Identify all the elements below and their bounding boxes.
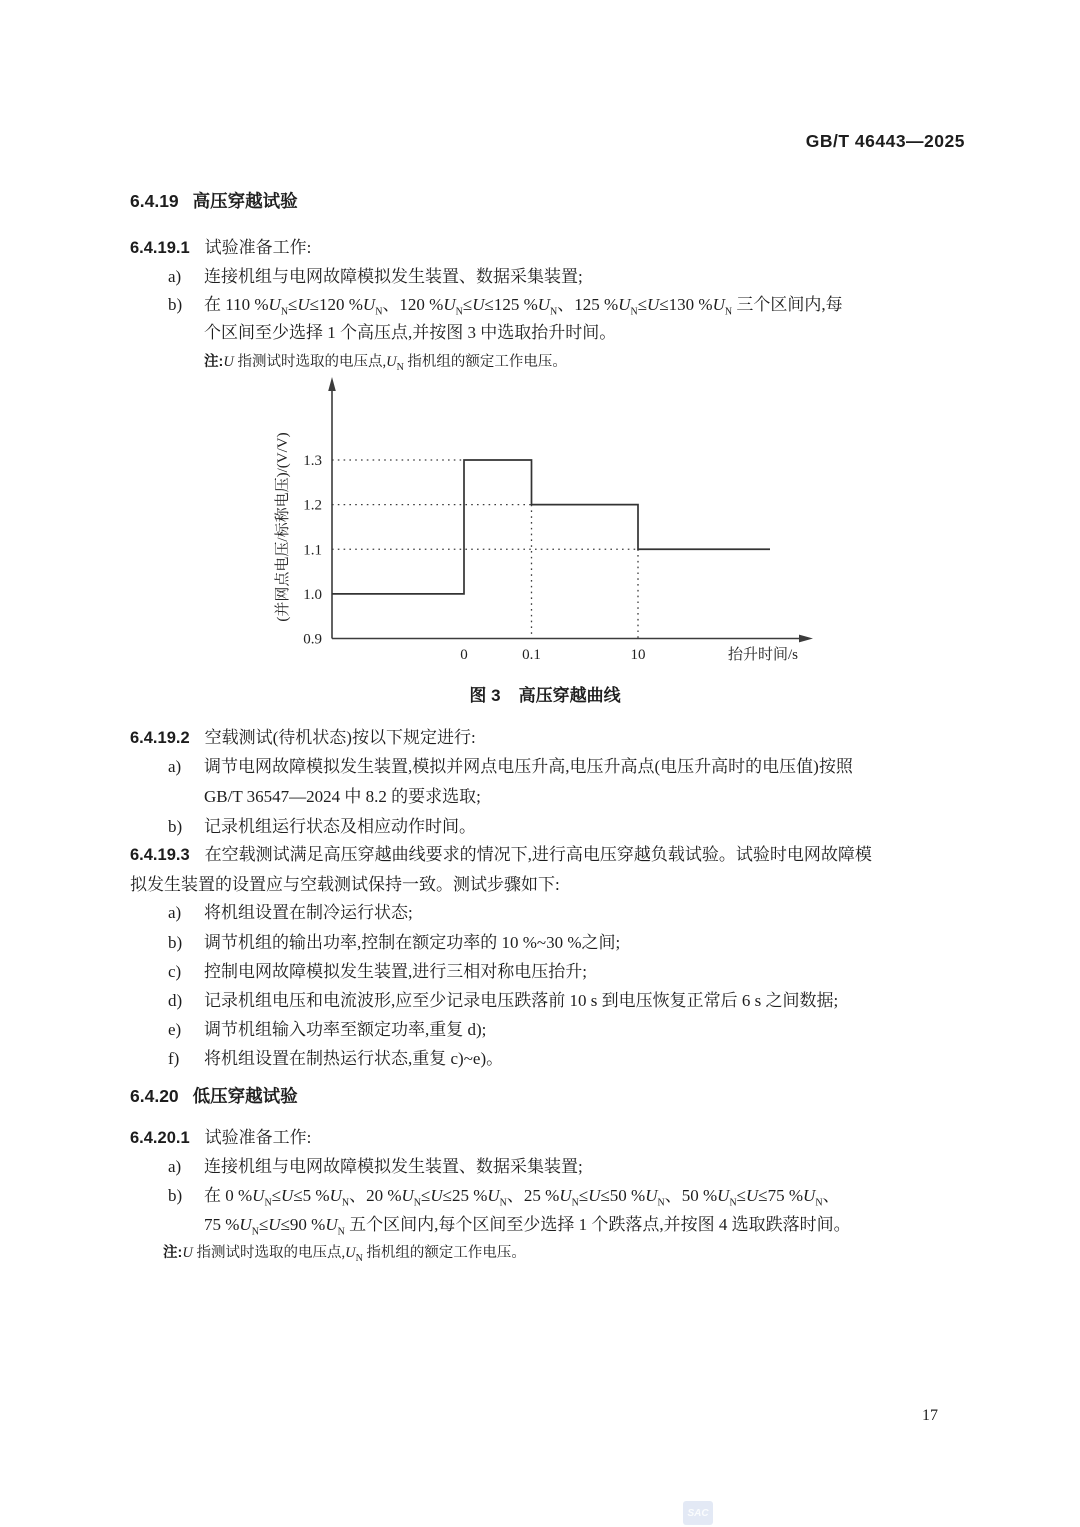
clause-number: 6.4.19.2 — [130, 729, 190, 747]
figure-caption — [130, 686, 960, 706]
clause-6-4-19-2 — [130, 728, 476, 748]
note-text: U 指测试时选取的电压点$,U_N$ 指机组的额定工作电压。 — [223, 354, 567, 373]
x-axis-arrow — [799, 635, 813, 643]
y-tick-label: 1.1 — [303, 542, 322, 559]
item-text: 将机组设置在制冷运行状态; — [204, 903, 413, 922]
clause-text: 拟发生装置的设置应与空载测试保持一致。测试步骤如下: — [130, 875, 560, 894]
item-text: 调节机组的输出功率,控制在额定功率的 10 %~30 %之间; — [204, 933, 621, 952]
y-tick-label: 1.2 — [303, 497, 322, 514]
standard-number: GB/T 46443—2025 — [805, 131, 965, 151]
item-label: e) — [168, 1020, 182, 1039]
clause-number: 6.4.19.1 — [130, 239, 190, 257]
item-text: 调节机组输入功率至额定功率,重复 d); — [204, 1020, 487, 1039]
section-heading-6-4-20 — [130, 1086, 298, 1106]
item-label: a) — [168, 903, 182, 922]
item-label: b) — [168, 933, 183, 952]
y-tick-label: 1.3 — [303, 453, 322, 469]
y-tick-label: 1.0 — [303, 586, 322, 603]
page-number: 17 — [922, 1407, 938, 1424]
item-text: 控制电网故障模拟发生装置,进行三相对称电压抬升; — [204, 962, 587, 981]
item-text: 个区间至少选择 1 个高压点,并按图 3 中选取抬升时间。 — [204, 323, 617, 342]
section-heading-6-4-19 — [130, 191, 298, 211]
clause-title: 低压穿越试验 — [192, 1086, 298, 1106]
item-text: 连接机组与电网故障模拟发生装置、数据采集装置; — [204, 267, 583, 286]
item-text: 将机组设置在制热运行状态,重复 c)~e)。 — [204, 1049, 504, 1068]
item-label: c) — [168, 962, 182, 981]
clause-text: 在空载测试满足高压穿越曲线要求的情况下,进行高电压穿越负载试验。试验时电网故障模 — [204, 845, 872, 864]
clause-title: 试验准备工作: — [204, 238, 312, 257]
clause-number: 6.4.19 — [130, 191, 179, 211]
x-tick-label: 10 — [630, 647, 646, 663]
clause-6-4-20-1 — [130, 1128, 311, 1148]
item-label: b) — [168, 1186, 183, 1205]
item-text: 记录机组运行状态及相应动作时间。 — [204, 817, 476, 836]
item-text: 记录机组电压和电流波形,应至少记录电压跌落前 10 s 到电压恢复正常后 6 s 之间数据; — [204, 991, 839, 1010]
clause-title: 试验准备工作: — [204, 1128, 312, 1147]
item-text: 在 110 $\%U_N\le U\le 120$ $\%U_N$、120 $\%U_N\le U\le 125$ $\%U_N$、125 $\%U_N\le U\le 130$ $\%U_N$ 三个区间内,每 — [204, 295, 843, 318]
note — [204, 352, 567, 372]
figure-number: 图 3 — [469, 686, 501, 705]
clause-6-4-19-1 — [130, 238, 311, 258]
item-text: 连接机组与电网故障模拟发生装置、数据采集装置; — [204, 1157, 583, 1176]
y-axis-arrow — [328, 377, 336, 391]
figure-3-hvrt-curve-chart — [270, 370, 830, 675]
clause-title: 空载测试(待机状态)按以下规定进行: — [204, 728, 476, 747]
y-tick-label: 0.9 — [303, 631, 322, 648]
item-label: a) — [168, 267, 182, 286]
item-text: GB/T 36547—2024 中 8.2 的要求选取; — [204, 787, 481, 806]
clause-number: 6.4.20 — [130, 1086, 179, 1106]
item-label: a) — [168, 1157, 182, 1176]
item-label: a) — [168, 757, 182, 776]
x-tick-label: 0.1 — [522, 647, 541, 663]
hvrt-step-curve — [332, 460, 770, 594]
figure-title: 高压穿越曲线 — [518, 686, 621, 705]
item-label: f) — [168, 1049, 180, 1068]
item-label: b) — [168, 295, 183, 314]
note-label: 注: — [204, 354, 224, 370]
x-tick-label: 0 — [460, 647, 468, 663]
note-text: U 指测试时选取的电压点$,U_N$ 指机组的额定工作电压。 — [182, 1245, 526, 1264]
x-axis-title: 抬升时间/s — [727, 647, 799, 663]
item-text: 在 0 $\%U_N\le U\le 5$ $\%U_N$、20 $\%U_N\le U\le 25$ $\%U_N$、25 $\%U_N\le U\le 50$ $\%U_N$、50 $\%U_N\le U\le 75$ $\%U_N$、 — [204, 1186, 840, 1209]
y-axis-title: (并网点电压/标称电压)/(V/V) — [275, 432, 291, 622]
sac-watermark-logo: SAC — [683, 1501, 713, 1525]
clause-6-4-19-3 — [130, 845, 872, 865]
item-text: 75 $\%U_N\le U\le 90$ $\%U_N$ 五个区间内,每个区间至少选择 1 个跌落点,并按图 4 选取跌落时间。 — [204, 1215, 851, 1238]
item-label: d) — [168, 991, 183, 1010]
item-text: 调节电网故障模拟发生装置,模拟并网点电压升高,电压升高点(电压升高时的电压值)按照 — [204, 757, 853, 776]
clause-title: 高压穿越试验 — [192, 191, 298, 211]
clause-number: 6.4.19.3 — [130, 846, 190, 864]
note — [163, 1243, 526, 1263]
item-label: b) — [168, 817, 183, 836]
clause-number: 6.4.20.1 — [130, 1129, 190, 1147]
note-label: 注: — [163, 1245, 183, 1261]
